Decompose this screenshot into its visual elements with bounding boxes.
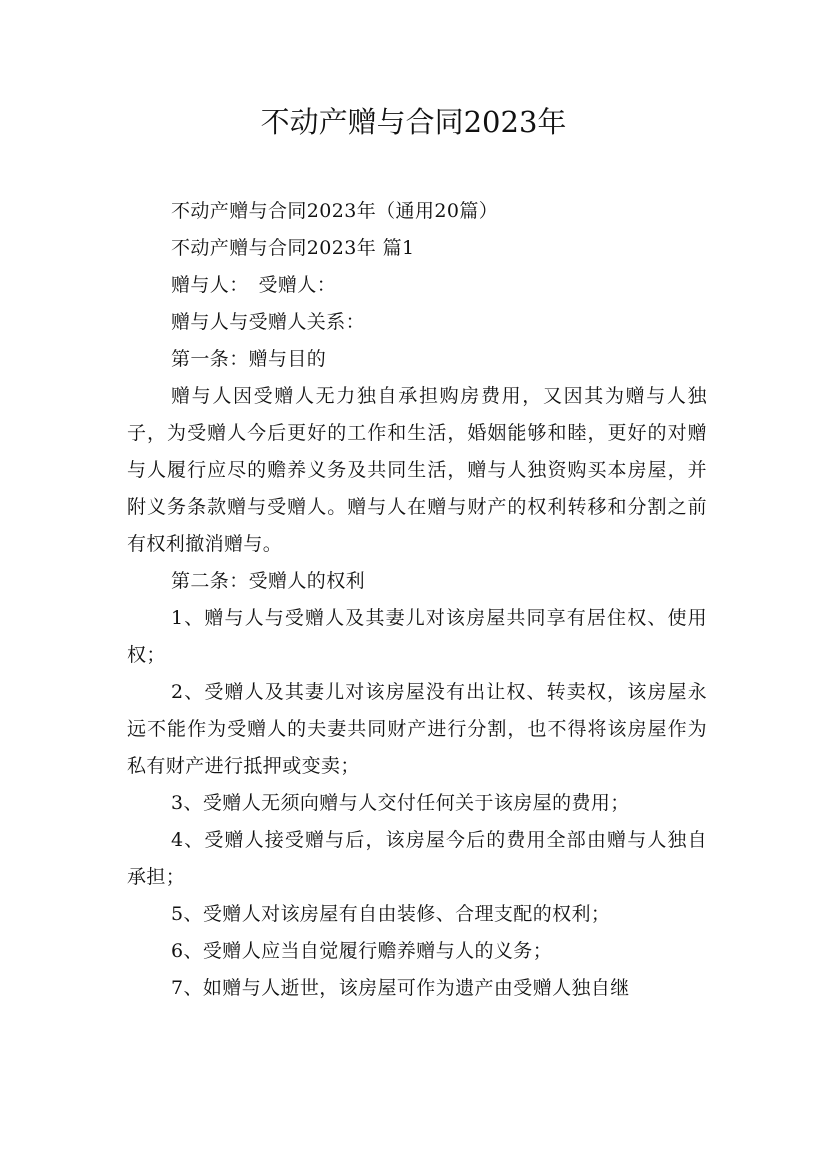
paragraph-relationship: 赠与人与受赠人关系： xyxy=(171,311,366,333)
paragraph-article-1-heading: 第一条：赠与目的 xyxy=(171,348,327,370)
paragraph-clause-5: 5、受赠人对该房屋有自由装修、合理支配的权利； xyxy=(171,903,611,925)
paragraph-clause-4: 4、受赠人接受赠与后，该房屋今后的费用全部由赠与人独自承担； xyxy=(127,829,707,888)
paragraph-article-1-body: 赠与人因受赠人无力独自承担购房费用，又因其为赠与人独子，为受赠人今后更好的工作和生活，婚姻能够和睦，更好的对赠与人履行应尽的赡养义务及共同生活，赠与人独资购买本房屋，并附义务条款赠与受赠人。赠与人在赠与财产的权利转移和分割之前有权利撤消赠与。 xyxy=(127,385,707,555)
paragraph-parties: 赠与人： 受赠人： xyxy=(171,274,337,296)
paragraph-clause-2: 2、受赠人及其妻儿对该房屋没有出让权、转卖权，该房屋永远不能作为受赠人的夫妻共同财产进行分割，也不得将该房屋作为私有财产进行抵押或变卖； xyxy=(127,681,707,777)
paragraph-clause-3: 3、受赠人无须向赠与人交付任何关于该房屋的费用； xyxy=(171,792,630,814)
paragraph-article-2-heading: 第二条：受赠人的权利 xyxy=(171,570,366,592)
paragraph-clause-7: 7、如赠与人逝世，该房屋可作为遗产由受赠人独自继 xyxy=(171,977,630,999)
paragraph-section-heading: 不动产赠与合同2023年 篇1 xyxy=(171,237,415,259)
paragraph-clause-1: 1、赠与人与受赠人及其妻儿对该房屋共同享有居住权、使用权； xyxy=(127,607,707,666)
paragraph-subtitle: 不动产赠与合同2023年（通用20篇） xyxy=(171,200,499,222)
document-body xyxy=(127,193,707,1007)
document-title: 不动产赠与合同2023年 xyxy=(260,105,567,139)
paragraph-clause-6: 6、受赠人应当自觉履行赡养赠与人的义务； xyxy=(171,940,553,962)
